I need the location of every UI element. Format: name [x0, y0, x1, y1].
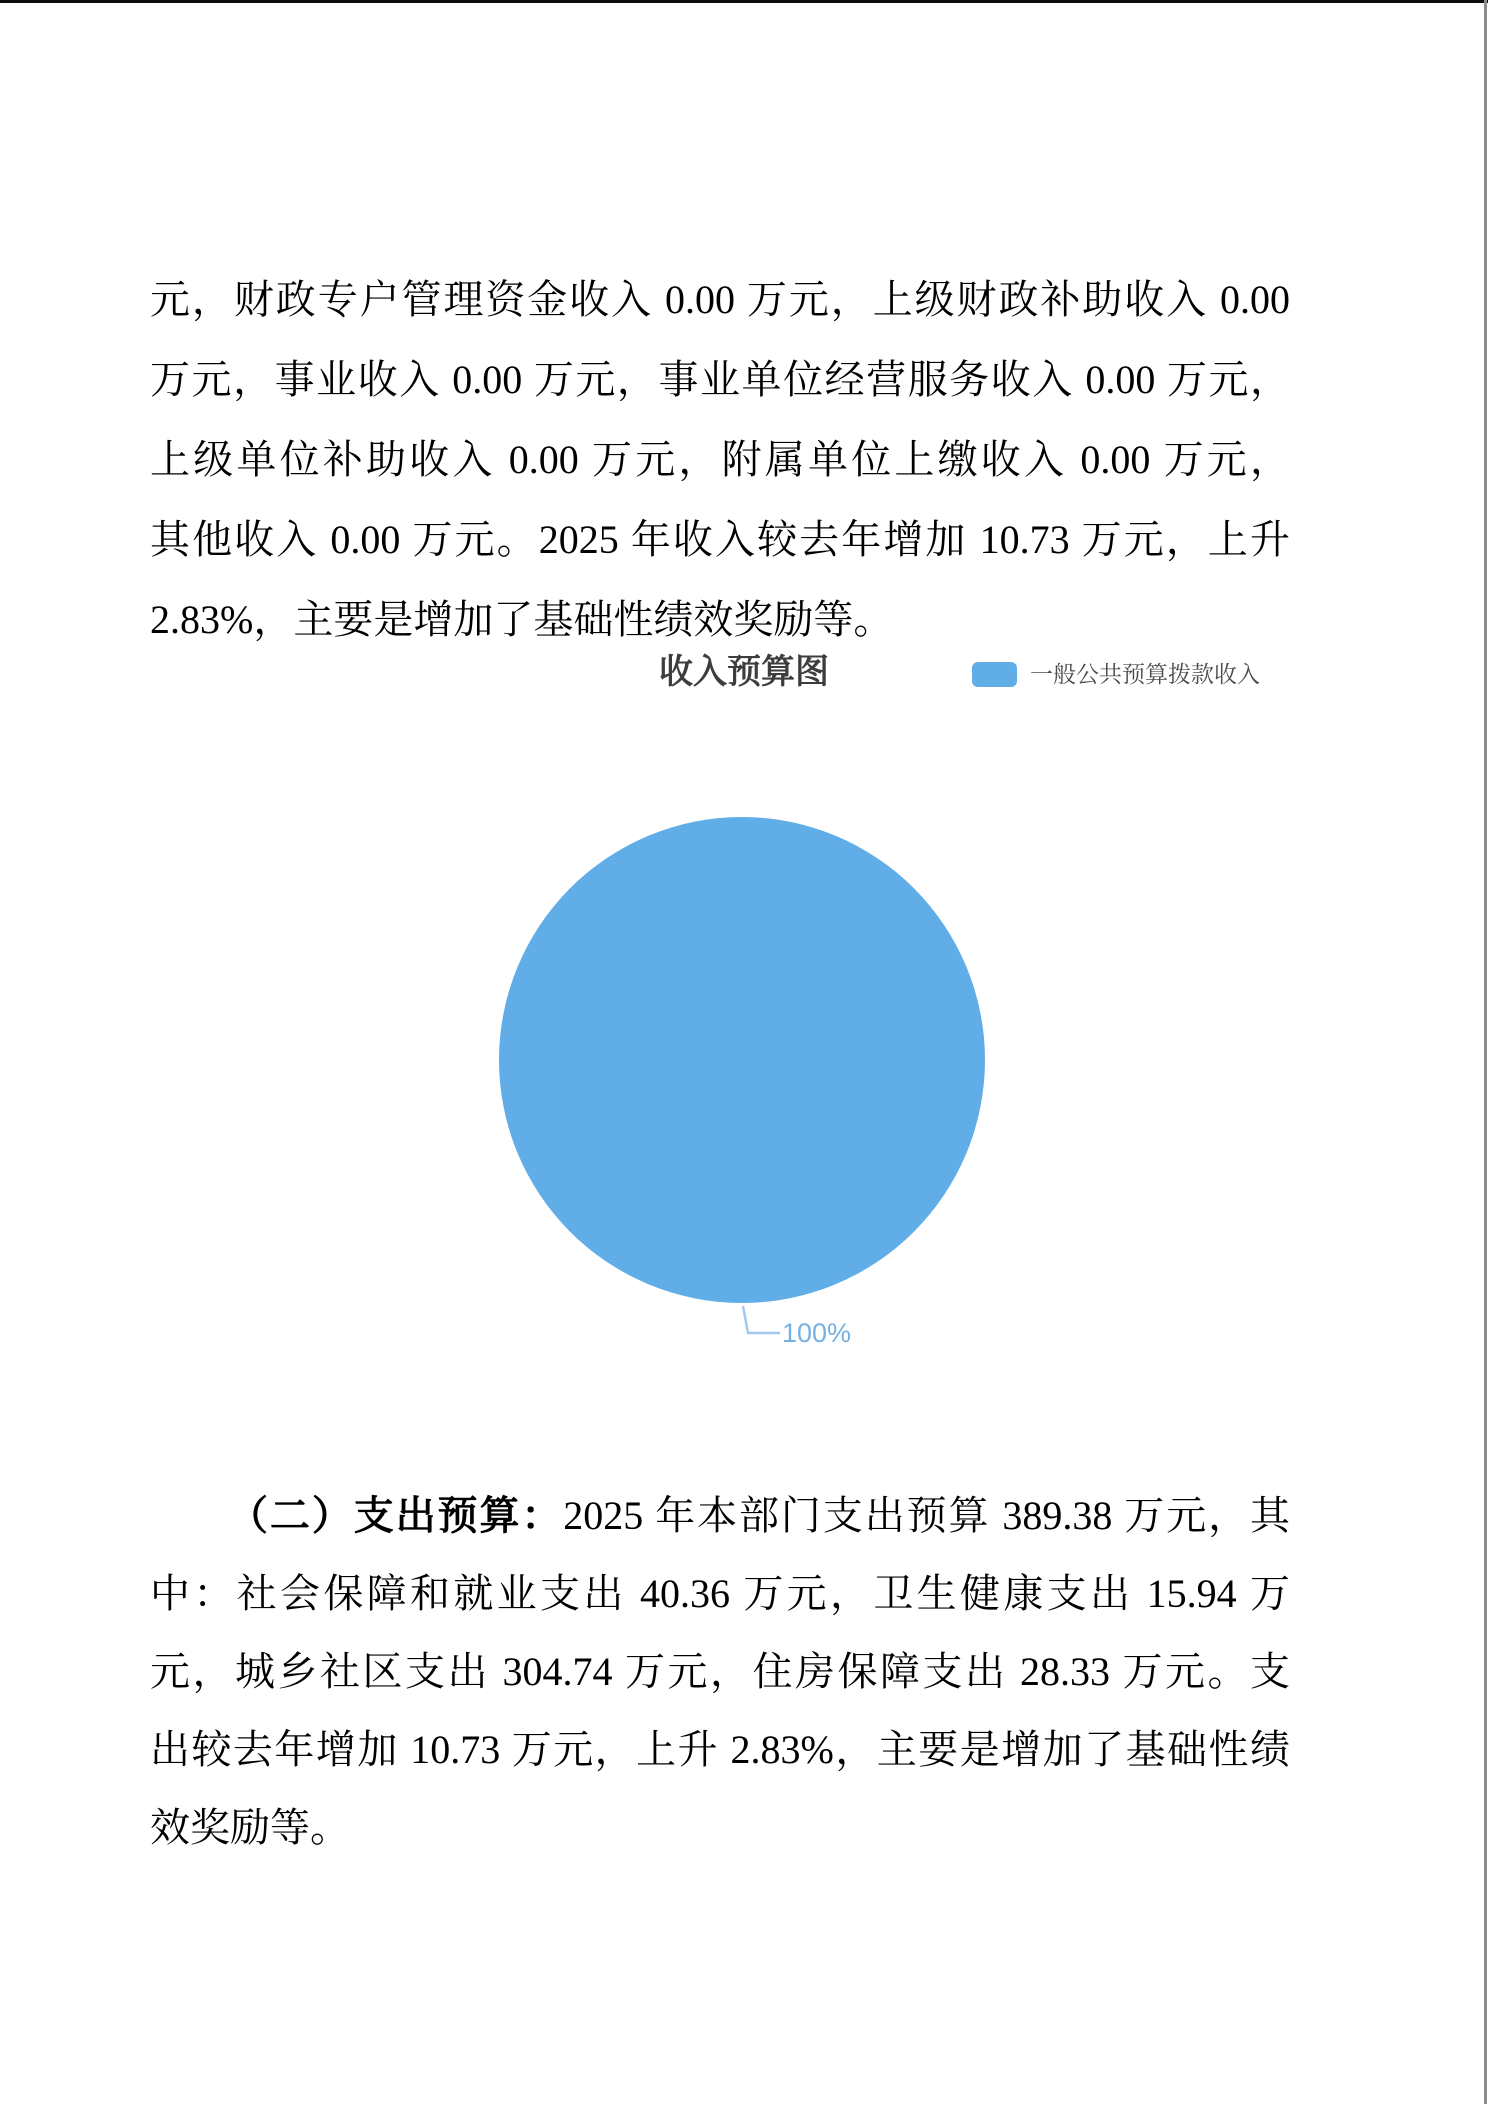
expense-paragraph-line: 出较去年增加 10.73 万元，上升 2.83%，主要是增加了基础性绩	[150, 1727, 1290, 1772]
pie-slice-general-public-budget	[499, 817, 985, 1303]
expense-heading: （二）支出预算：	[228, 1493, 564, 1538]
page-top-border	[0, 0, 1488, 3]
income-paragraph	[150, 260, 1290, 660]
income-paragraph-line: 上级单位补助收入 0.00 万元，附属单位上缴收入 0.00 万元，	[150, 437, 1290, 482]
page-right-border	[1484, 0, 1487, 2104]
chart-legend	[972, 660, 1260, 688]
pie-label-leader-line	[740, 1305, 782, 1337]
legend-swatch-icon	[972, 662, 1017, 687]
expense-paragraph-line: 元，城乡社区支出 304.74 万元，住房保障支出 28.33 万元。支	[150, 1649, 1290, 1694]
expense-paragraph-line	[150, 1477, 1290, 1555]
expense-paragraph	[150, 1477, 1290, 1867]
pie-slice-label: 100%	[782, 1318, 852, 1348]
income-paragraph-line: 其他收入 0.00 万元。2025 年收入较去年增加 10.73 万元，上升	[150, 517, 1290, 562]
legend-label: 一般公共预算拨款收入	[1030, 661, 1260, 687]
expense-line1-text: 2025 年本部门支出预算 389.38 万元，其	[563, 1493, 1291, 1538]
expense-paragraph-line: 效奖励等。	[150, 1805, 350, 1850]
chart-title: 收入预算图	[659, 653, 829, 691]
income-paragraph-line: 万元，事业收入 0.00 万元，事业单位经营服务收入 0.00 万元，	[150, 357, 1290, 402]
income-paragraph-line: 2.83%，主要是增加了基础性绩效奖励等。	[150, 597, 894, 642]
income-paragraph-line: 元，财政专户管理资金收入 0.00 万元，上级财政补助收入 0.00	[150, 277, 1290, 322]
expense-paragraph-line: 中：社会保障和就业支出 40.36 万元，卫生健康支出 15.94 万	[150, 1571, 1290, 1616]
